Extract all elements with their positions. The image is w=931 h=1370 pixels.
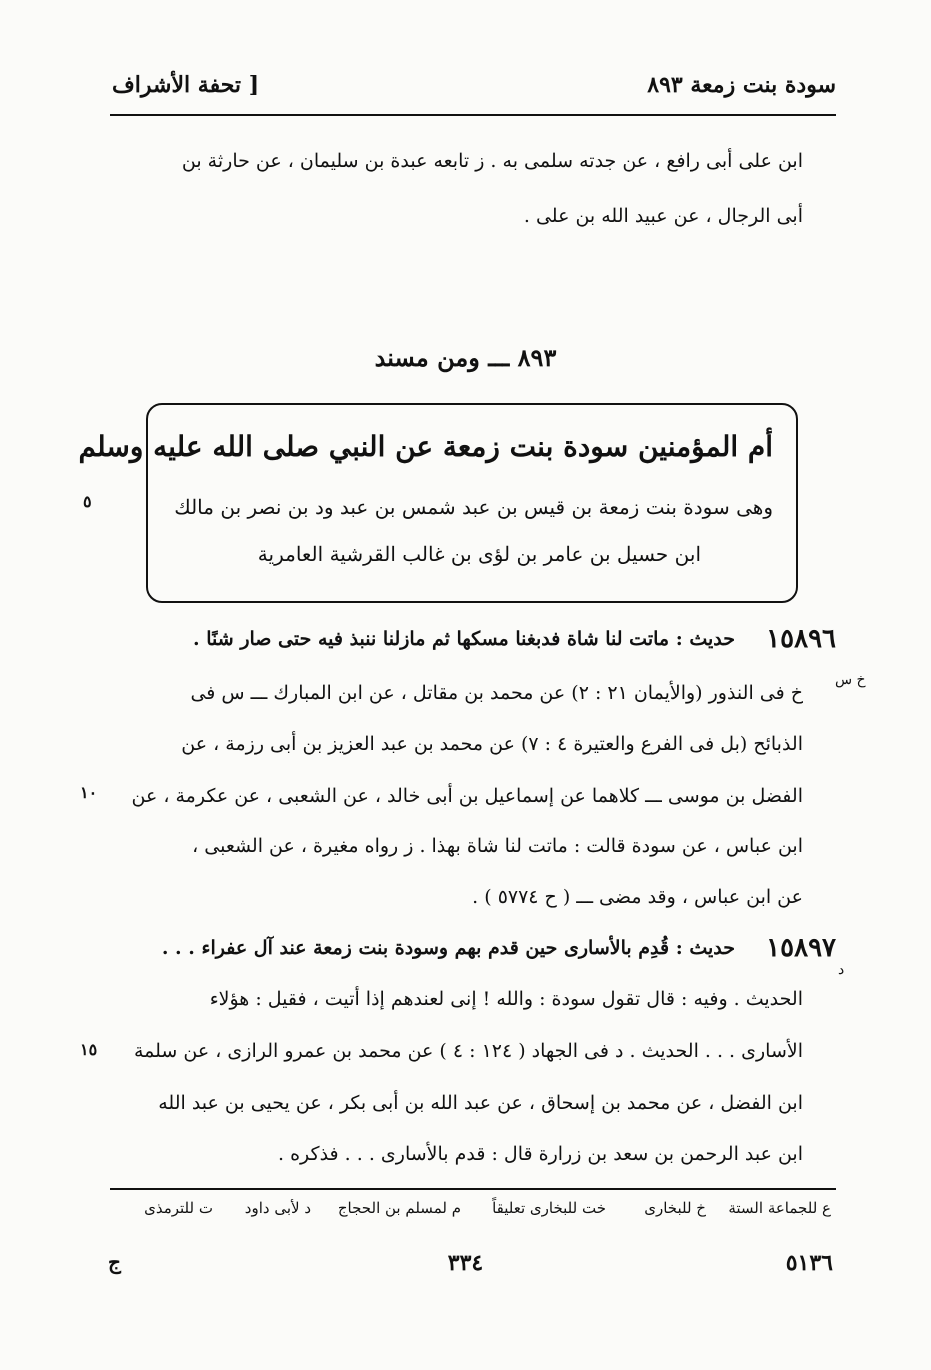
margin-siglum: د — [838, 962, 845, 978]
footer-signature-left: ج — [108, 1250, 121, 1274]
hadith-line: ابن عباس ، عن سودة قالت : ماتت لنا شاة بهذا . ز رواه مغيرة ، عن الشعبى ، — [192, 835, 803, 857]
hadith-number: ١٥٨٩٦ — [766, 624, 836, 654]
line-number-5: ٥ — [83, 492, 92, 511]
header-rule — [110, 114, 836, 116]
hadith-text: حديث : قُدِم بالأسارى حين قدم بهم وسودة بنت زمعة عند آل عفراء . . . — [161, 937, 735, 959]
hadith-line: الأسارى . . . الحديث . د فى الجهاد ( ١٢٤ : ٤ ) عن محمد بن عمرو الرازى ، عن سلمة — [133, 1040, 803, 1062]
intro-line: ابن على أبى رافع ، عن جدته سلمى به . ز تابعه عبدة بن سليمان ، عن حارثة بن — [181, 150, 803, 172]
hadith-text: حديث : ماتت لنا شاة فدبغنا مسكها ثم مازلنا ننبذ فيه حتى صار شنًا . — [193, 628, 735, 650]
abbreviation-key: خت للبخارى تعليقاً — [492, 1199, 606, 1217]
hadith-line: خ فى النذور (والأيمان ٢١ : ٢) عن محمد بن مقاتل ، عن ابن المبارك ـــ س فى — [190, 682, 803, 704]
page-number: ٣٣٤ — [447, 1250, 484, 1276]
hadith-line: الحديث . وفيه : قال تقول سودة : والله ! إنى لعندهم إذا أتيت ، فقيل : هؤلاء — [209, 988, 803, 1010]
footer-rule — [110, 1188, 836, 1190]
running-header-left: [ تحفة الأشراف — [112, 72, 260, 98]
line-number-15: ١٥ — [80, 1040, 98, 1059]
hadith-line: ابن الفضل ، عن محمد بن إسحاق ، عن عبد الله بن أبى بكر ، عن يحيى بن عبد الله — [158, 1092, 803, 1114]
abbreviation-key: ع للجماعة الستة — [728, 1199, 831, 1217]
footer-number-right: ٥١٣٦ — [785, 1250, 833, 1276]
abbreviation-key: خ للبخارى — [644, 1199, 706, 1217]
running-header-right: سودة بنت زمعة ٨٩٣ — [647, 72, 836, 98]
box-line-2: ابن حسيل بن عامر بن لؤى بن غالب القرشية العامرية — [257, 542, 701, 566]
hadith-line: ابن عبد الرحمن بن سعد بن زرارة قال : قدم بالأسارى . . . فذكره . — [278, 1143, 803, 1165]
hadith-line: عن ابن عباس ، وقد مضى ـــ ( ح ٥٧٧٤ ) . — [472, 886, 803, 908]
box-line-1: وهى سودة بنت زمعة بن قيس بن عبد شمس بن عبد ود بن نصر بن مالك — [174, 495, 773, 519]
hadith-line: الفضل بن موسى ـــ كلاهما عن إسماعيل بن أبى خالد ، عن الشعبى ، عن عكرمة ، عن — [131, 785, 803, 807]
margin-siglum: خ س — [835, 672, 866, 688]
abbreviation-key: م لمسلم بن الحجاج — [337, 1199, 461, 1217]
section-heading: ٨٩٣ ـــ ومن مسند — [374, 343, 557, 372]
line-number-10: ١٠ — [80, 783, 98, 802]
abbreviation-key: د لأبى داود — [244, 1199, 311, 1217]
hadith-number: ١٥٨٩٧ — [766, 933, 836, 963]
abbreviation-key: ت للترمذى — [144, 1199, 213, 1217]
hadith-line: الذبائح (بل فى الفرع والعتيرة ٤ : ٧) عن محمد بن عبد العزيز بن أبى رزمة ، عن — [181, 733, 803, 755]
box-title: أم المؤمنين سودة بنت زمعة عن النبي صلى الله عليه وسلم — [78, 430, 773, 463]
intro-line: أبى الرجال ، عن عبيد الله بن على . — [523, 205, 803, 227]
